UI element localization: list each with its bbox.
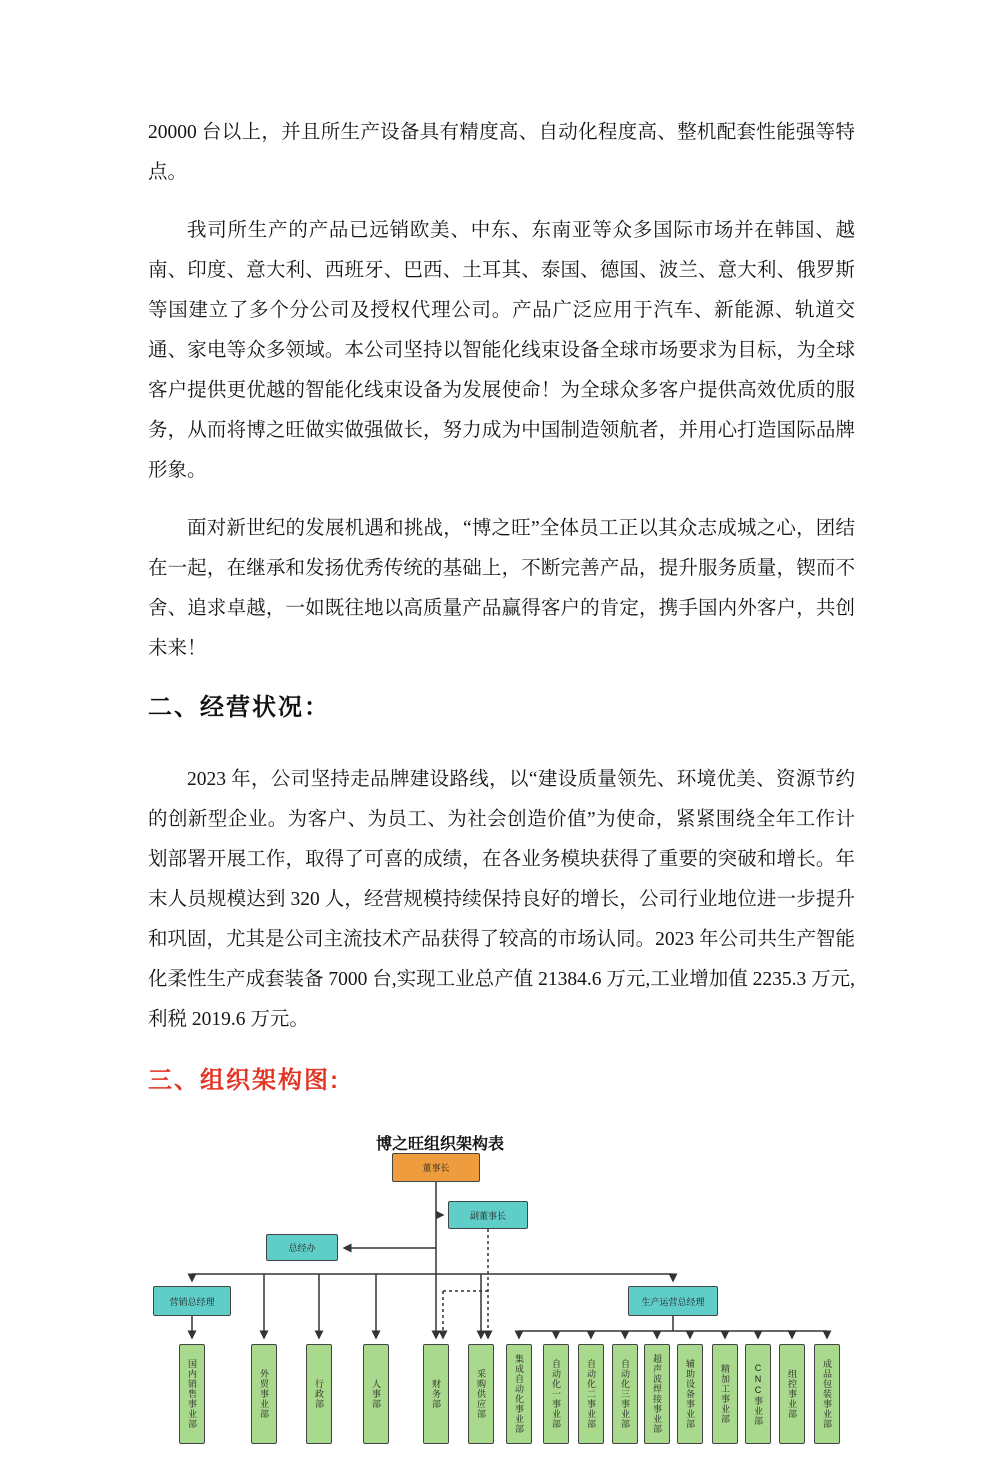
- org-dept-cnc: CNC事业部: [745, 1344, 771, 1444]
- org-dept-finance: 财务部: [423, 1344, 449, 1444]
- heading-business-status: 二、经营状况：: [148, 694, 330, 721]
- org-dept-precision-machining: 精加工事业部: [712, 1344, 738, 1444]
- org-dept-packaging: 成品包装事业部: [814, 1344, 840, 1444]
- heading-org-chart: 三、组织架构图:: [148, 1067, 340, 1094]
- org-dept-administration: 行政部: [306, 1344, 332, 1444]
- page-content: [148, 0, 855, 1466]
- org-node-general-office: 总经办: [266, 1234, 338, 1261]
- paragraph-products-markets: 我司所生产的产品已远销欧美、中东、东南亚等众多国际市场并在韩国、越南、印度、意大利、西班牙、巴西、土耳其、泰国、德国、波兰、意大利、俄罗斯等国建立了多个分公司及授权代理公司。产品广泛应用于汽车、新能源、轨道交通、家电等众多领域。本公司坚持以智能化线束设备全球市场要求为目标，为全球客户提供更优越的智能化线束设备为发展使命！为全球众多客户提供高效优质的服务，从而将博之旺做实做强做长，努力成为中国制造领航者，并用心打造国际品牌形象。: [148, 220, 855, 481]
- org-dept-ultrasonic-welding: 超声波焊接事业部: [644, 1344, 670, 1444]
- org-dept-procurement: 采购供应部: [468, 1344, 494, 1444]
- org-node-vice-chairman: 副董事长: [448, 1201, 528, 1229]
- org-dept-integrated-automation: 集成自动化事业部: [506, 1344, 532, 1444]
- spacer: [148, 1095, 855, 1115]
- org-dept-assembly-control: 组控事业部: [779, 1344, 805, 1444]
- org-chart-title: 博之旺组织架构表: [376, 1136, 505, 1153]
- org-dept-domestic-sales: 国内销售事业部: [179, 1344, 205, 1444]
- org-dept-automation-1: 自动化一事业部: [543, 1344, 569, 1444]
- paragraph-continuation: 20000 台以上，并且所生产设备具有精度高、自动化程度高、整机配套性能强等特点。: [148, 122, 855, 183]
- org-dept-automation-2: 自动化二事业部: [578, 1344, 604, 1444]
- org-dept-auxiliary-equipment: 辅助设备事业部: [677, 1344, 703, 1444]
- paragraph-outlook: 面对新世纪的发展机遇和挑战，“博之旺”全体员工正以其众志成城之心，团结在一起，在继承和发扬优秀传统的基础上，不断完善产品，提升服务质量，锲而不舍、追求卓越，一如既往地以高质量产品赢得客户的肯定，携手国内外客户，共创未来！: [148, 518, 855, 659]
- org-dept-foreign-trade: 外贸事业部: [251, 1344, 277, 1444]
- org-node-marketing-gm: 营销总经理: [153, 1286, 231, 1316]
- org-dept-automation-3: 自动化三事业部: [612, 1344, 638, 1444]
- org-node-production-gm: 生产运营总经理: [628, 1286, 718, 1316]
- org-dept-hr: 人事部: [363, 1344, 389, 1444]
- paragraph-2023-results: 2023 年，公司坚持走品牌建设路线，以“建设质量领先、环境优美、资源节约的创新型企业。为客户、为员工、为社会创造价值”为使命，紧紧围绕全年工作计划部署开展工作，取得了可喜的成绩，在各业务模块获得了重要的突破和增长。年末人员规模达到 320 人，经营规模持续保持良好的增长，公司行业地位进一步提升和巩固，尤其是公司主流技术产品获得了较高的市场认同。2023 年公司共生产智能化柔性生产成套装备 7000 台,实现工业总产值 21384.6 万元,工业增加值 2235.3 万元,利税 2019.6 万元。: [148, 769, 855, 1030]
- org-chart: [148, 1131, 848, 1466]
- spacer: [148, 722, 855, 760]
- org-node-chairman: 董事长: [392, 1153, 480, 1182]
